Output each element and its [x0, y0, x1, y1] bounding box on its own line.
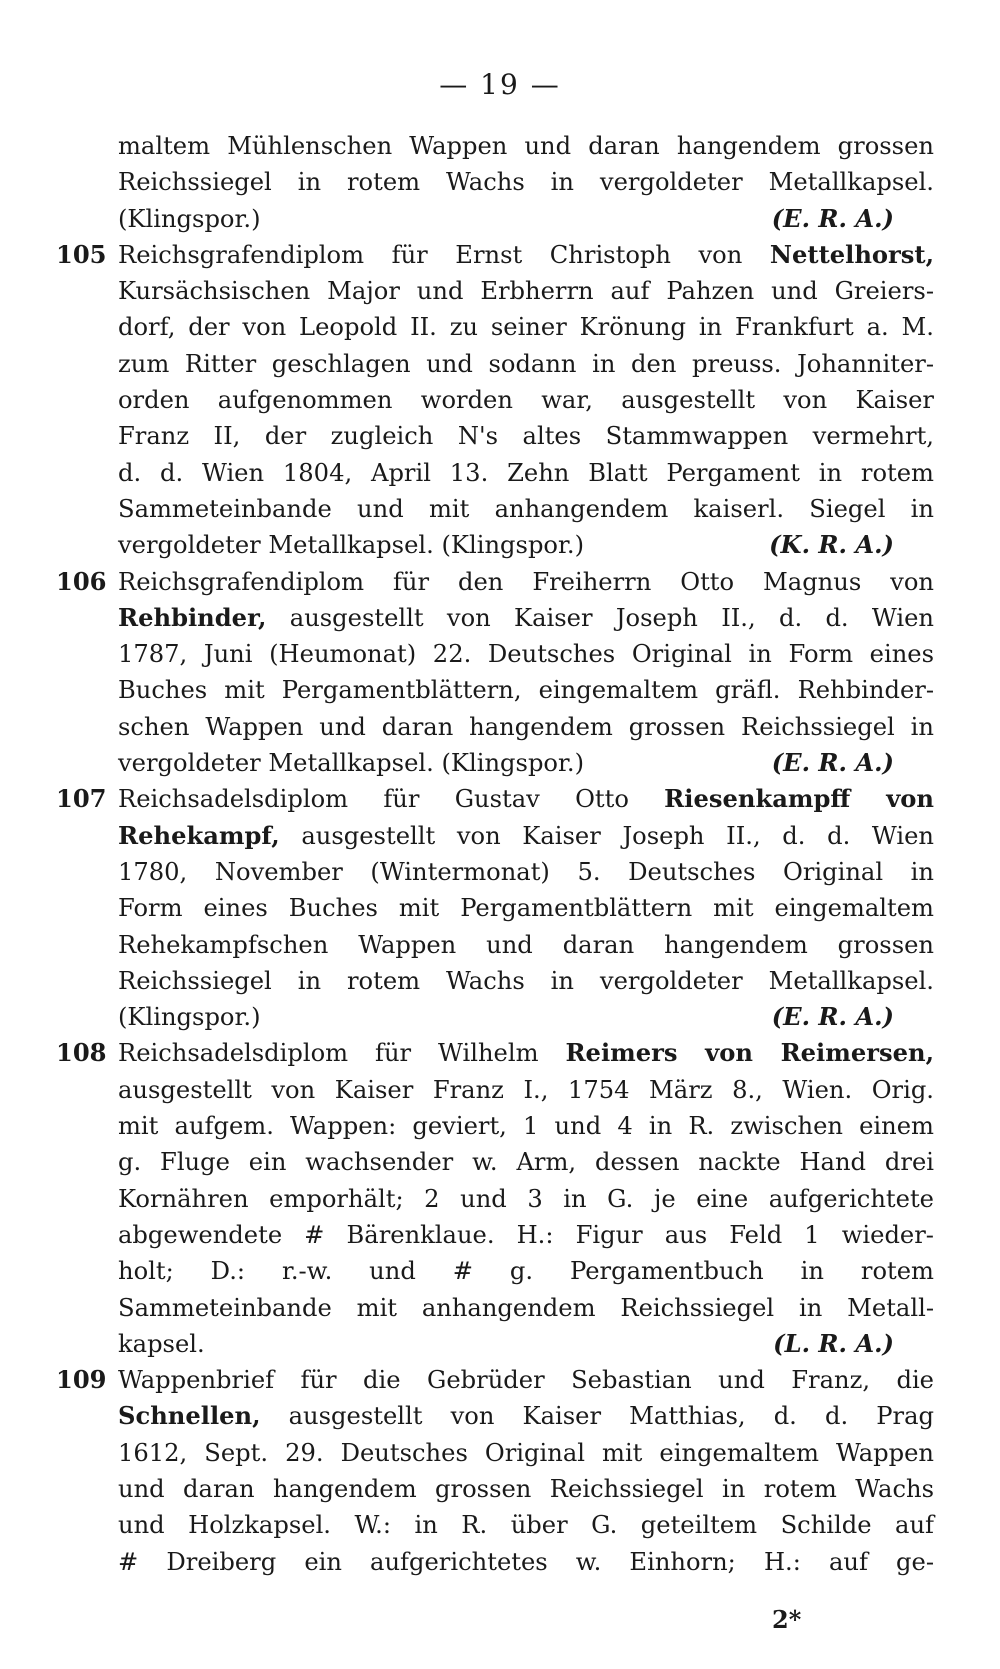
text-span: vergoldeter Metallkapsel. (Klingspor.) — [118, 531, 585, 560]
text-line: 1780, November (Wintermonat) 5. Deutsches Original in — [118, 857, 934, 886]
entry-number: 105 — [56, 239, 107, 269]
text-line — [118, 818, 934, 854]
family-name: Reimers von Reimersen, — [565, 1038, 934, 1068]
text-span: Reichsadelsdiplom für Gustav Otto — [118, 785, 665, 814]
text-line: 1612, Sept. 29. Deutsches Original mit eingemaltem Wappen — [118, 1438, 934, 1467]
text-span: ausgestellt von Kaiser Joseph II., d. d. Wien — [266, 603, 934, 632]
text-line — [118, 201, 934, 237]
text-line — [118, 527, 934, 563]
page-body — [56, 128, 934, 1580]
text-span: Reichsadelsdiplom für Wilhelm — [118, 1039, 566, 1068]
archive-code: (E. R. A.) — [771, 1002, 894, 1032]
entry-number: 108 — [56, 1038, 107, 1068]
text-line: Reichsgrafendiplom für den Freiherrn Otto Magnus von — [118, 567, 934, 596]
text-line: g. Fluge ein wachsender w. Arm, dessen nackte Hand drei — [118, 1148, 934, 1177]
entry-106 — [56, 564, 934, 782]
text-line: maltem Mühlenschen Wappen und daran hangendem grossen — [118, 132, 934, 160]
text-line: abgewendete # Bärenklaue. H.: Figur aus Feld 1 wieder- — [118, 1220, 934, 1249]
entry-109 — [56, 1362, 934, 1580]
entry-number: 109 — [56, 1365, 107, 1395]
text-line — [118, 999, 934, 1035]
text-line — [118, 600, 934, 636]
text-line: Reichssiegel in rotem Wachs in vergoldeter Metallkapsel. — [118, 966, 934, 995]
family-name: Nettelhorst, — [769, 239, 934, 269]
entry-108 — [56, 1035, 934, 1362]
signature-mark: 2* — [772, 1605, 802, 1634]
text-line — [118, 1035, 934, 1071]
text-line: Wappenbrief für die Gebrüder Sebastian und Franz, die — [118, 1366, 934, 1395]
text-line: und daran hangendem grossen Reichssiegel in rotem Wachs — [118, 1474, 934, 1503]
text-line: Franz II, der zugleich N's altes Stammwappen vermehrt, — [118, 422, 934, 451]
text-line: Form eines Buches mit Pergamentblättern mit eingemaltem — [118, 894, 934, 923]
text-span: vergoldeter Metallkapsel. (Klingspor.) — [118, 749, 585, 778]
archive-code: (E. R. A.) — [771, 203, 894, 233]
text-line: Sammeteinbande und mit anhangendem kaiserl. Siegel in — [118, 494, 934, 523]
text-span: ausgestellt von Kaiser Joseph II., d. d. Wien — [279, 821, 934, 850]
text-line: orden aufgenommen worden war, ausgestellt von Kaiser — [118, 386, 934, 415]
source-note: (Klingspor.) — [118, 204, 261, 233]
text-line: zum Ritter geschlagen und sodann in den preuss. Johanniter- — [118, 349, 934, 378]
text-span: (Klingspor.) — [118, 1003, 261, 1032]
archive-code: (L. R. A.) — [773, 1328, 894, 1358]
text-line — [118, 1398, 934, 1434]
text-line: Rehekampfschen Wappen und daran hangendem grossen — [118, 930, 934, 959]
text-line: Reichssiegel in rotem Wachs in vergoldeter Metallkapsel. — [118, 168, 934, 197]
archive-code: (K. R. A.) — [769, 530, 894, 560]
text-line: mit aufgem. Wappen: geviert, 1 und 4 in R. zwischen einem — [118, 1112, 934, 1141]
archive-code: (E. R. A.) — [771, 748, 894, 778]
text-line — [118, 745, 934, 781]
entry-continuation — [56, 128, 934, 237]
text-line — [118, 1326, 934, 1362]
family-name: Schnellen, — [118, 1401, 261, 1431]
family-name: Riesenkampff von — [664, 784, 934, 814]
text-line: d. d. Wien 1804, April 13. Zehn Blatt Pergament in rotem — [118, 458, 934, 487]
text-line: Sammeteinbande mit anhangendem Reichssiegel in Metall- — [118, 1293, 934, 1322]
text-line: schen Wappen und daran hangendem grossen Reichssiegel in — [118, 712, 934, 741]
text-line: # Dreiberg ein aufgerichtetes w. Einhorn; H.: auf ge- — [118, 1547, 934, 1576]
text-line — [118, 781, 934, 817]
text-line — [118, 237, 934, 273]
text-line: dorf, der von Leopold II. zu seiner Krönung in Frankfurt a. M. — [118, 313, 934, 342]
text-span: Reichsgrafendiplom für Ernst Christoph von — [118, 240, 770, 269]
entry-number: 107 — [56, 784, 107, 814]
family-name: Rehekampf, — [118, 820, 280, 850]
text-line: und Holzkapsel. W.: in R. über G. geteiltem Schilde auf — [118, 1511, 934, 1540]
text-line: 1787, Juni (Heumonat) 22. Deutsches Original in Form eines — [118, 640, 934, 669]
text-line: Kornähren emporhält; 2 und 3 in G. je eine aufgerichtete — [118, 1184, 934, 1213]
text-line: ausgestellt von Kaiser Franz I., 1754 März 8., Wien. Orig. — [118, 1075, 934, 1104]
page-number: — 19 — — [439, 68, 561, 101]
entry-105 — [56, 237, 934, 564]
text-line: Buches mit Pergamentblättern, eingemaltem gräfl. Rehbinder- — [118, 676, 934, 705]
text-span: ausgestellt von Kaiser Matthias, d. d. Prag — [260, 1402, 934, 1431]
family-name: Rehbinder, — [118, 602, 267, 632]
text-line: Kursächsischen Major und Erbherrn auf Pahzen und Greiers- — [118, 277, 934, 306]
text-line: holt; D.: r.-w. und # g. Pergamentbuch in rotem — [118, 1257, 934, 1286]
entry-number: 106 — [56, 566, 107, 596]
text-span: kapsel. — [118, 1329, 205, 1358]
entry-107 — [56, 781, 934, 1035]
